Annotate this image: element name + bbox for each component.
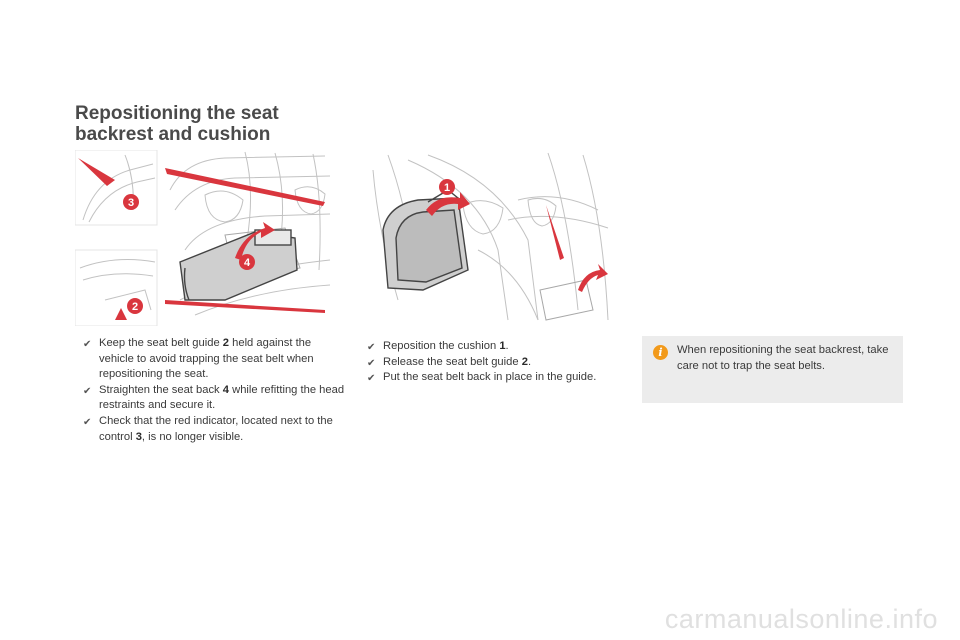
page-title bbox=[75, 103, 375, 145]
list-item: ✔ Release the seat belt guide 2. bbox=[367, 355, 629, 371]
illustration-rear-seat-backrest bbox=[75, 150, 337, 326]
title-line-1: Repositioning the seat bbox=[75, 103, 279, 124]
callout-2 bbox=[127, 298, 143, 314]
list-item: ✔ Put the seat belt back in place in the guide. bbox=[367, 370, 629, 386]
steps-list-cushion bbox=[367, 339, 629, 386]
steps-list-backrest bbox=[83, 336, 345, 445]
svg-text:2: 2 bbox=[131, 301, 139, 313]
list-item: ✔ Check that the red indicator, located next to the control 3, is no longer visible. bbox=[83, 414, 333, 443]
list-item: ✔ Straighten the seat back 4 while refitting the head restraints and secure it. bbox=[83, 383, 345, 412]
checkmark-icon: ✔ bbox=[367, 342, 376, 353]
illustration-rear-seat-cushion bbox=[368, 150, 621, 326]
svg-text:1: 1 bbox=[443, 182, 451, 194]
callout-4 bbox=[239, 254, 255, 270]
checkmark-icon: ✔ bbox=[367, 373, 376, 385]
backrest-drawing bbox=[75, 150, 337, 326]
list-item: ✔ Reposition the cushion 1. bbox=[367, 339, 629, 355]
svg-text:3: 3 bbox=[127, 197, 135, 209]
info-note bbox=[642, 336, 903, 403]
checkmark-icon: ✔ bbox=[83, 385, 92, 397]
callout-3 bbox=[123, 194, 139, 210]
list-item: ✔ Keep the seat belt guide 2 held against the vehicle to avoid trapping the seat belt when repositioning the seat. bbox=[83, 337, 314, 381]
checkmark-icon: ✔ bbox=[367, 357, 376, 369]
checkmark-icon: ✔ bbox=[83, 339, 92, 350]
checkmark-icon: ✔ bbox=[83, 416, 92, 428]
title-line-2: backrest and cushion bbox=[75, 124, 271, 145]
watermark: carmanualsonline.info bbox=[664, 604, 938, 634]
info-icon: i bbox=[653, 345, 668, 360]
cushion-drawing bbox=[368, 150, 621, 326]
callout-1 bbox=[439, 179, 455, 195]
svg-text:4: 4 bbox=[243, 257, 251, 269]
info-note-text: When repositioning the seat backrest, take care not to trap the seat belts. bbox=[677, 344, 889, 372]
